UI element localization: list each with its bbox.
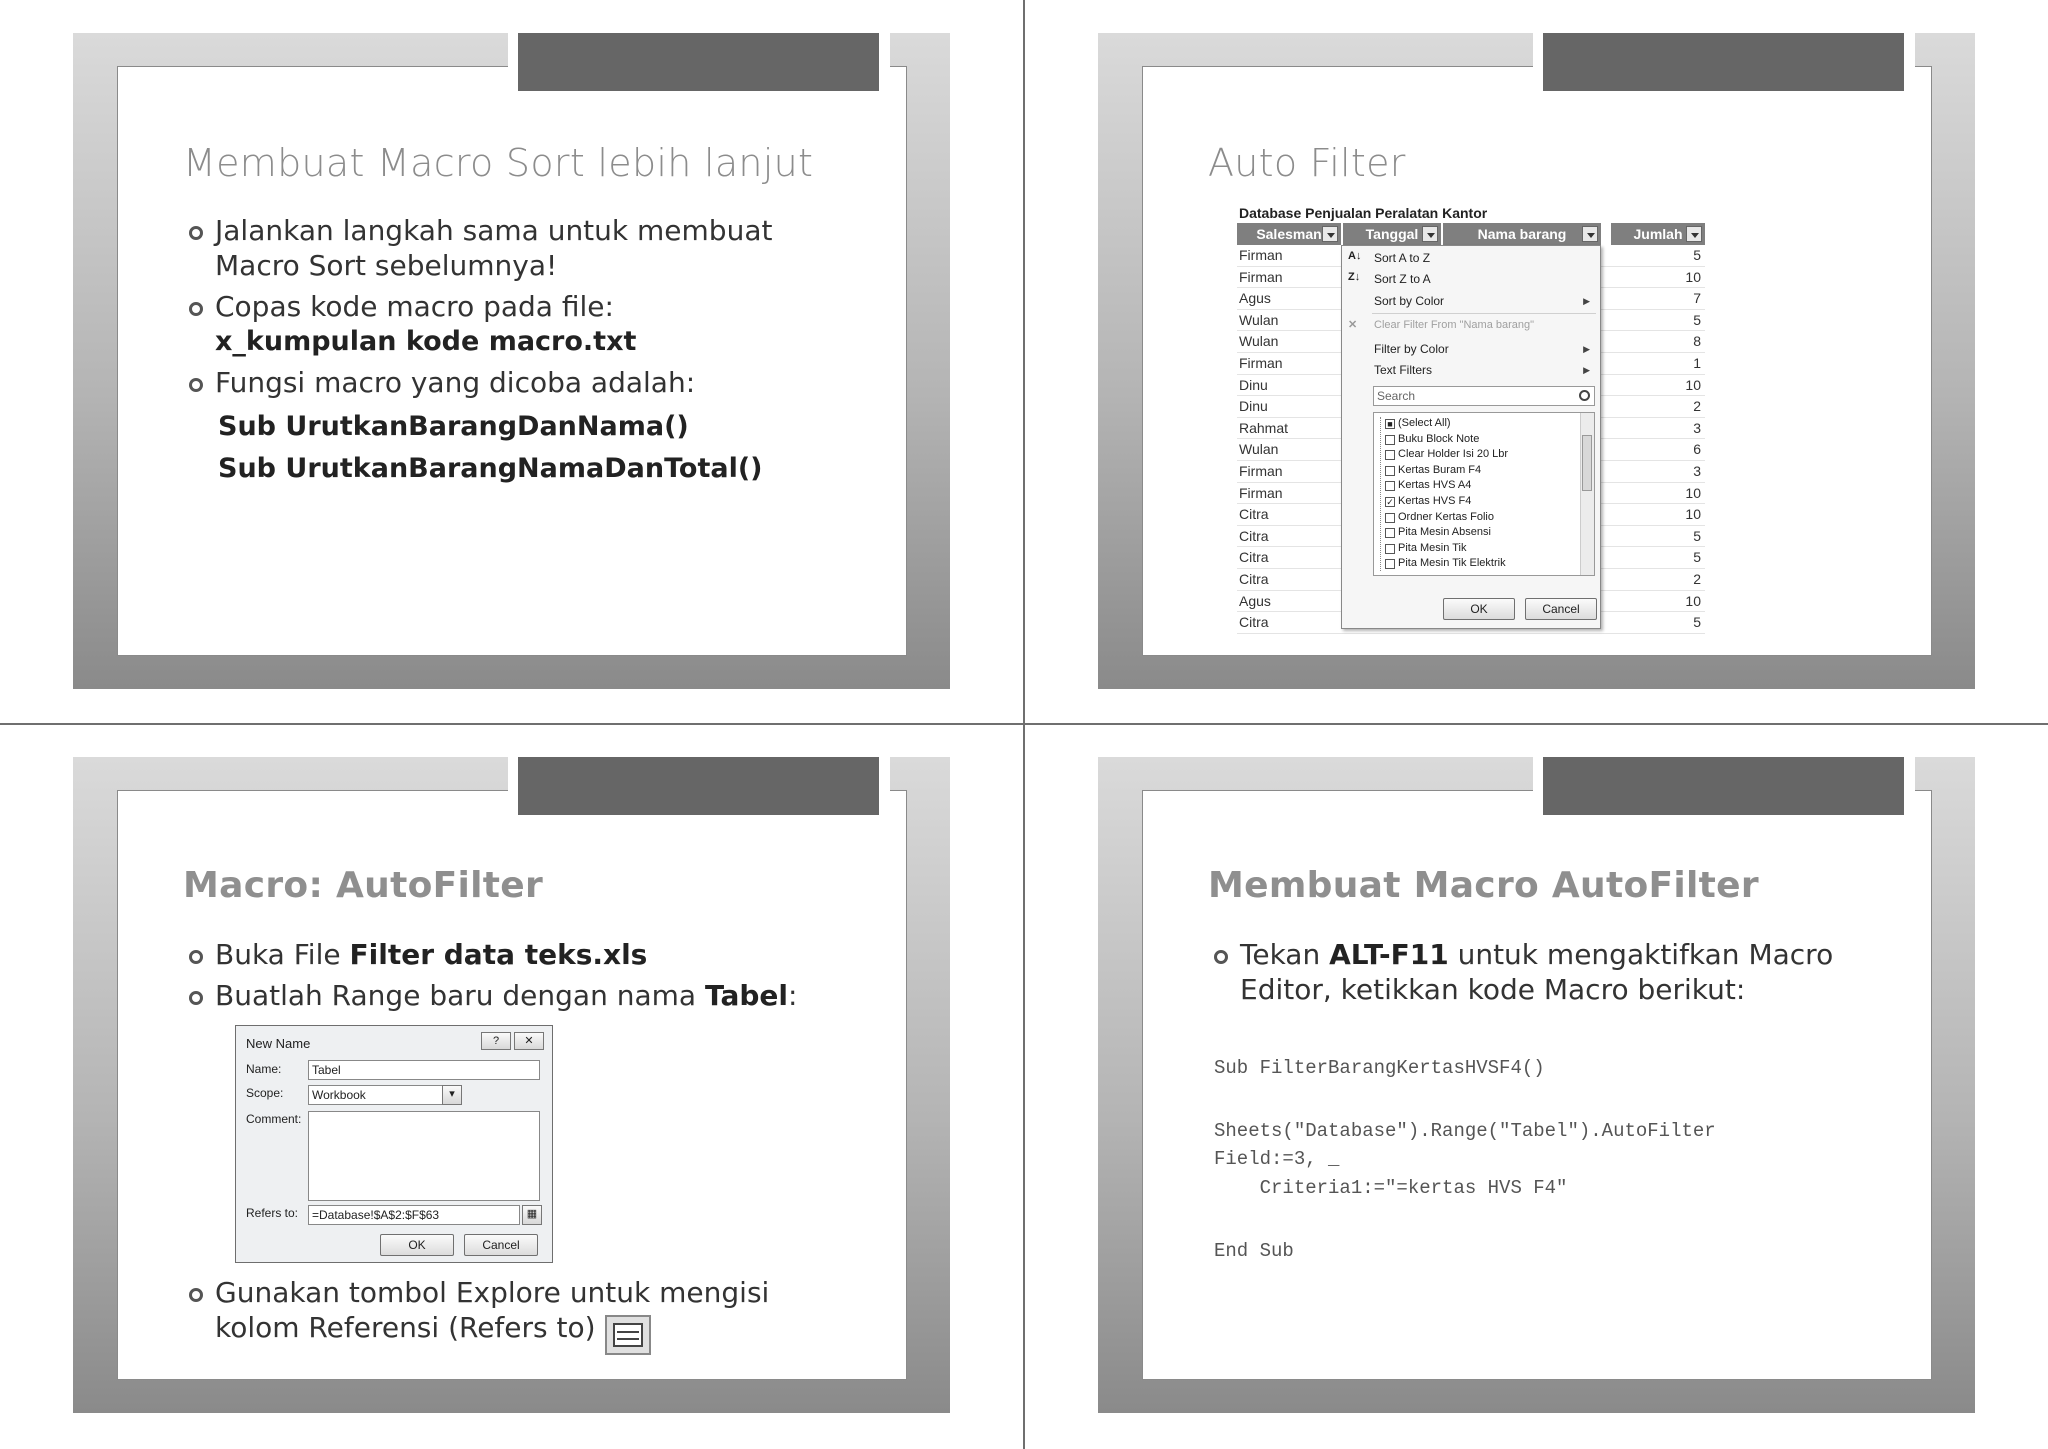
filter-list-item[interactable] [1398, 542, 1466, 554]
filter-item-label: Kertas HVS F4 [1398, 495, 1472, 507]
slide-title: Membuat Macro Sort lebih lanjut [183, 141, 814, 185]
submenu-arrow-icon: ▶ [1583, 365, 1590, 375]
submenu-arrow-icon: ▶ [1583, 344, 1590, 354]
checkbox[interactable] [1385, 559, 1395, 569]
filter-search-input[interactable]: Search [1373, 386, 1595, 406]
menu-sort-z-to-a[interactable]: Sort Z to A [1374, 272, 1431, 286]
cancel-button[interactable]: Cancel [1525, 598, 1597, 620]
filter-item-label: Pita Mesin Tik [1398, 541, 1467, 554]
refers-to-label: Refers to: [246, 1206, 299, 1220]
bullet-item: Buka File Filter data teks.xls [189, 937, 797, 972]
spreadsheet-screenshot [1237, 201, 1705, 635]
bullet-item: Tekan ALT-F11 untuk mengaktifkan Macro Editor, ketikkan kode Macro berikut: [1214, 937, 1833, 1007]
bullet-icon [189, 991, 203, 1005]
filter-list-item[interactable] [1398, 511, 1494, 523]
filter-item-label: Kertas HVS A4 [1398, 479, 1472, 492]
slide-tab [518, 757, 879, 815]
jumlah-cell: 10 [1685, 592, 1701, 609]
macro-name: Sub UrutkanBarangNamaDanTotal() [218, 453, 763, 484]
jumlah-cell: 8 [1693, 333, 1701, 350]
clear-filter-icon: ✕ [1348, 319, 1358, 331]
bullet-item: Fungsi macro yang dicoba adalah: [189, 365, 772, 400]
sort-za-icon: Z↓ [1348, 271, 1361, 283]
jumlah-cell: 5 [1693, 527, 1701, 544]
jumlah-cell: 3 [1693, 419, 1701, 436]
filter-dropdown-icon[interactable] [1322, 226, 1338, 242]
refers-to-field[interactable]: =Database!$A$2:$F$63 [308, 1205, 520, 1225]
jumlah-cell: 10 [1685, 268, 1701, 285]
dialog-title: New Name [246, 1036, 311, 1051]
code-line: Criteria1:="=kertas HVS F4" [1214, 1177, 1568, 1199]
scope-label: Scope: [246, 1086, 284, 1100]
menu-separator [1372, 313, 1596, 314]
filter-item-label: Ordner Kertas Folio [1398, 510, 1494, 523]
ok-button[interactable]: OK [380, 1234, 454, 1256]
jumlah-cell: 10 [1685, 376, 1701, 393]
salesman-cell: Wulan [1239, 311, 1279, 328]
filter-item-label: (Select All) [1398, 417, 1451, 429]
sheet-caption: Database Penjualan Peralatan Kantor [1239, 205, 1488, 221]
page-divider-vertical [1023, 0, 1025, 1449]
checkbox[interactable] [1385, 466, 1395, 476]
salesman-cell: Dinu [1239, 376, 1268, 393]
code-line: Field:=3, _ [1214, 1148, 1340, 1170]
bullet-list [189, 1275, 769, 1351]
menu-filter-by-color[interactable]: Filter by Color [1374, 342, 1449, 356]
column-header-nama-barang[interactable]: Nama barang [1443, 223, 1601, 245]
checkbox[interactable] [1385, 528, 1395, 538]
bullet-item: Copas kode macro pada file: x_kumpulan kode macro.txt [189, 289, 772, 359]
bullet-list [189, 937, 797, 1019]
filter-list-item[interactable] [1387, 417, 1451, 429]
jumlah-cell: 10 [1685, 506, 1701, 523]
slide-title: Membuat Macro AutoFilter [1208, 865, 1759, 906]
bullet-icon [189, 378, 203, 392]
jumlah-cell: 10 [1685, 484, 1701, 501]
salesman-cell: Firman [1239, 463, 1283, 479]
name-field[interactable]: Tabel [308, 1060, 540, 1080]
filter-dropdown-icon[interactable] [1422, 226, 1438, 242]
bullet-icon [189, 950, 203, 964]
checkbox[interactable] [1385, 513, 1395, 523]
bullet-icon [1214, 950, 1228, 964]
salesman-cell: Rahmat [1239, 419, 1289, 436]
jumlah-cell: 5 [1693, 247, 1701, 263]
bullet-list [1214, 937, 1833, 1013]
salesman-cell: Firman [1239, 247, 1283, 263]
filter-item-label: Pita Mesin Absensi [1398, 526, 1491, 539]
code-line: Sheets("Database").Range("Tabel").AutoFilter [1214, 1120, 1716, 1142]
submenu-arrow-icon: ▶ [1583, 296, 1590, 306]
filter-list-item[interactable] [1398, 464, 1481, 476]
salesman-cell: Citra [1239, 549, 1269, 566]
filter-item-label: Pita Mesin Tik Elektrik [1398, 557, 1506, 570]
help-button[interactable]: ? [481, 1032, 511, 1050]
slide-title: Auto Filter [1208, 141, 1406, 185]
salesman-cell: Citra [1239, 571, 1269, 587]
bullet-icon [189, 1288, 203, 1302]
bullet-item: Gunakan tombol Explore untuk mengisi kolom Referensi (Refers to) [189, 1275, 769, 1345]
filter-value-list[interactable] [1373, 412, 1595, 576]
file-name: x_kumpulan kode macro.txt [215, 326, 637, 357]
cancel-button[interactable]: Cancel [464, 1234, 538, 1256]
salesman-cell: Wulan [1239, 333, 1279, 350]
close-button[interactable]: ✕ [514, 1032, 544, 1050]
jumlah-cell: 3 [1693, 463, 1701, 479]
menu-clear-filter: Clear Filter From "Nama barang" [1374, 319, 1535, 331]
checkbox[interactable] [1385, 481, 1395, 491]
comment-field[interactable] [308, 1111, 540, 1201]
salesman-cell: Citra [1239, 527, 1269, 544]
filter-dropdown-icon[interactable] [1582, 226, 1598, 242]
comment-label: Comment: [246, 1112, 302, 1126]
filter-list-item[interactable] [1398, 479, 1471, 491]
slide-tab [1543, 33, 1904, 91]
jumlah-cell: 5 [1693, 549, 1701, 566]
ok-button[interactable]: OK [1443, 598, 1515, 620]
menu-sort-a-to-z[interactable]: Sort A to Z [1374, 251, 1431, 265]
filter-list-item[interactable] [1398, 526, 1491, 538]
chevron-down-icon[interactable]: ▾ [442, 1085, 462, 1105]
checkbox[interactable]: ✓ [1386, 497, 1394, 507]
scroll-thumb[interactable] [1582, 435, 1592, 491]
jumlah-cell: 7 [1693, 290, 1701, 307]
tree-line [1380, 417, 1381, 571]
filter-list-item[interactable] [1386, 495, 1472, 507]
checkbox[interactable] [1385, 450, 1395, 460]
column-header-tanggal[interactable]: Tanggal [1343, 223, 1441, 245]
autofilter-menu [1341, 245, 1601, 629]
checkbox[interactable] [1385, 544, 1395, 554]
checkbox[interactable]: ■ [1385, 419, 1395, 429]
filter-list-item[interactable] [1398, 433, 1479, 445]
salesman-cell: Firman [1239, 484, 1283, 501]
code-line: Sub FilterBarangKertasHVSF4() [1214, 1057, 1545, 1079]
filter-item-label: Clear Holder Isi 20 Lbr [1398, 448, 1509, 461]
search-icon [1579, 390, 1590, 401]
collapse-dialog-icon[interactable]: ▦ [522, 1205, 542, 1225]
filter-list-item[interactable] [1398, 448, 1508, 460]
column-header-salesman[interactable]: Salesman [1237, 223, 1341, 245]
new-name-dialog [235, 1025, 553, 1263]
jumlah-cell: 2 [1693, 398, 1701, 415]
slide-2 [1098, 33, 1975, 689]
jumlah-cell: 5 [1693, 311, 1701, 328]
menu-text-filters[interactable]: Text Filters [1374, 363, 1433, 377]
sort-az-icon: A↓ [1348, 250, 1362, 262]
salesman-cell: Firman [1239, 355, 1283, 371]
bullet-icon [189, 302, 203, 316]
jumlah-cell: 5 [1693, 614, 1701, 631]
salesman-cell: Citra [1239, 614, 1269, 631]
bullet-item: Buatlah Range baru dengan nama Tabel: [189, 978, 797, 1013]
salesman-cell: Agus [1239, 592, 1271, 609]
macro-name: Sub UrutkanBarangDanNama() [218, 411, 689, 442]
slide-1 [73, 33, 950, 689]
slide-tab [518, 33, 879, 91]
slide-4 [1098, 757, 1975, 1413]
jumlah-cell: 6 [1693, 441, 1701, 458]
bullet-item: Jalankan langkah sama untuk membuat Macro Sort sebelumnya! [189, 213, 772, 283]
menu-sort-by-color[interactable]: Sort by Color [1374, 294, 1445, 308]
filter-dropdown-icon[interactable] [1686, 226, 1702, 242]
jumlah-cell: 2 [1693, 571, 1701, 587]
list-scrollbar[interactable] [1580, 413, 1594, 575]
salesman-cell: Citra [1239, 506, 1269, 523]
filter-item-label: Kertas Buram F4 [1398, 463, 1482, 476]
code-line: End Sub [1214, 1240, 1294, 1262]
slide-tab [1543, 757, 1904, 815]
slide-3 [73, 757, 950, 1413]
jumlah-cell: 1 [1693, 355, 1701, 371]
scope-select[interactable]: Workbook [308, 1085, 462, 1105]
checkbox[interactable] [1385, 435, 1395, 445]
bullet-icon [189, 226, 203, 240]
salesman-cell: Firman [1239, 268, 1283, 285]
salesman-cell: Dinu [1239, 398, 1268, 415]
filter-list-item[interactable] [1398, 557, 1506, 569]
filter-item-label: Buku Block Note [1398, 432, 1480, 445]
name-label: Name: [246, 1062, 282, 1076]
bullet-list [189, 213, 772, 406]
slide-title: Macro: AutoFilter [183, 865, 544, 906]
salesman-cell: Agus [1239, 290, 1271, 307]
explore-button-icon [605, 1315, 651, 1355]
salesman-cell: Wulan [1239, 441, 1279, 458]
column-header-jumlah[interactable]: Jumlah [1611, 223, 1705, 245]
